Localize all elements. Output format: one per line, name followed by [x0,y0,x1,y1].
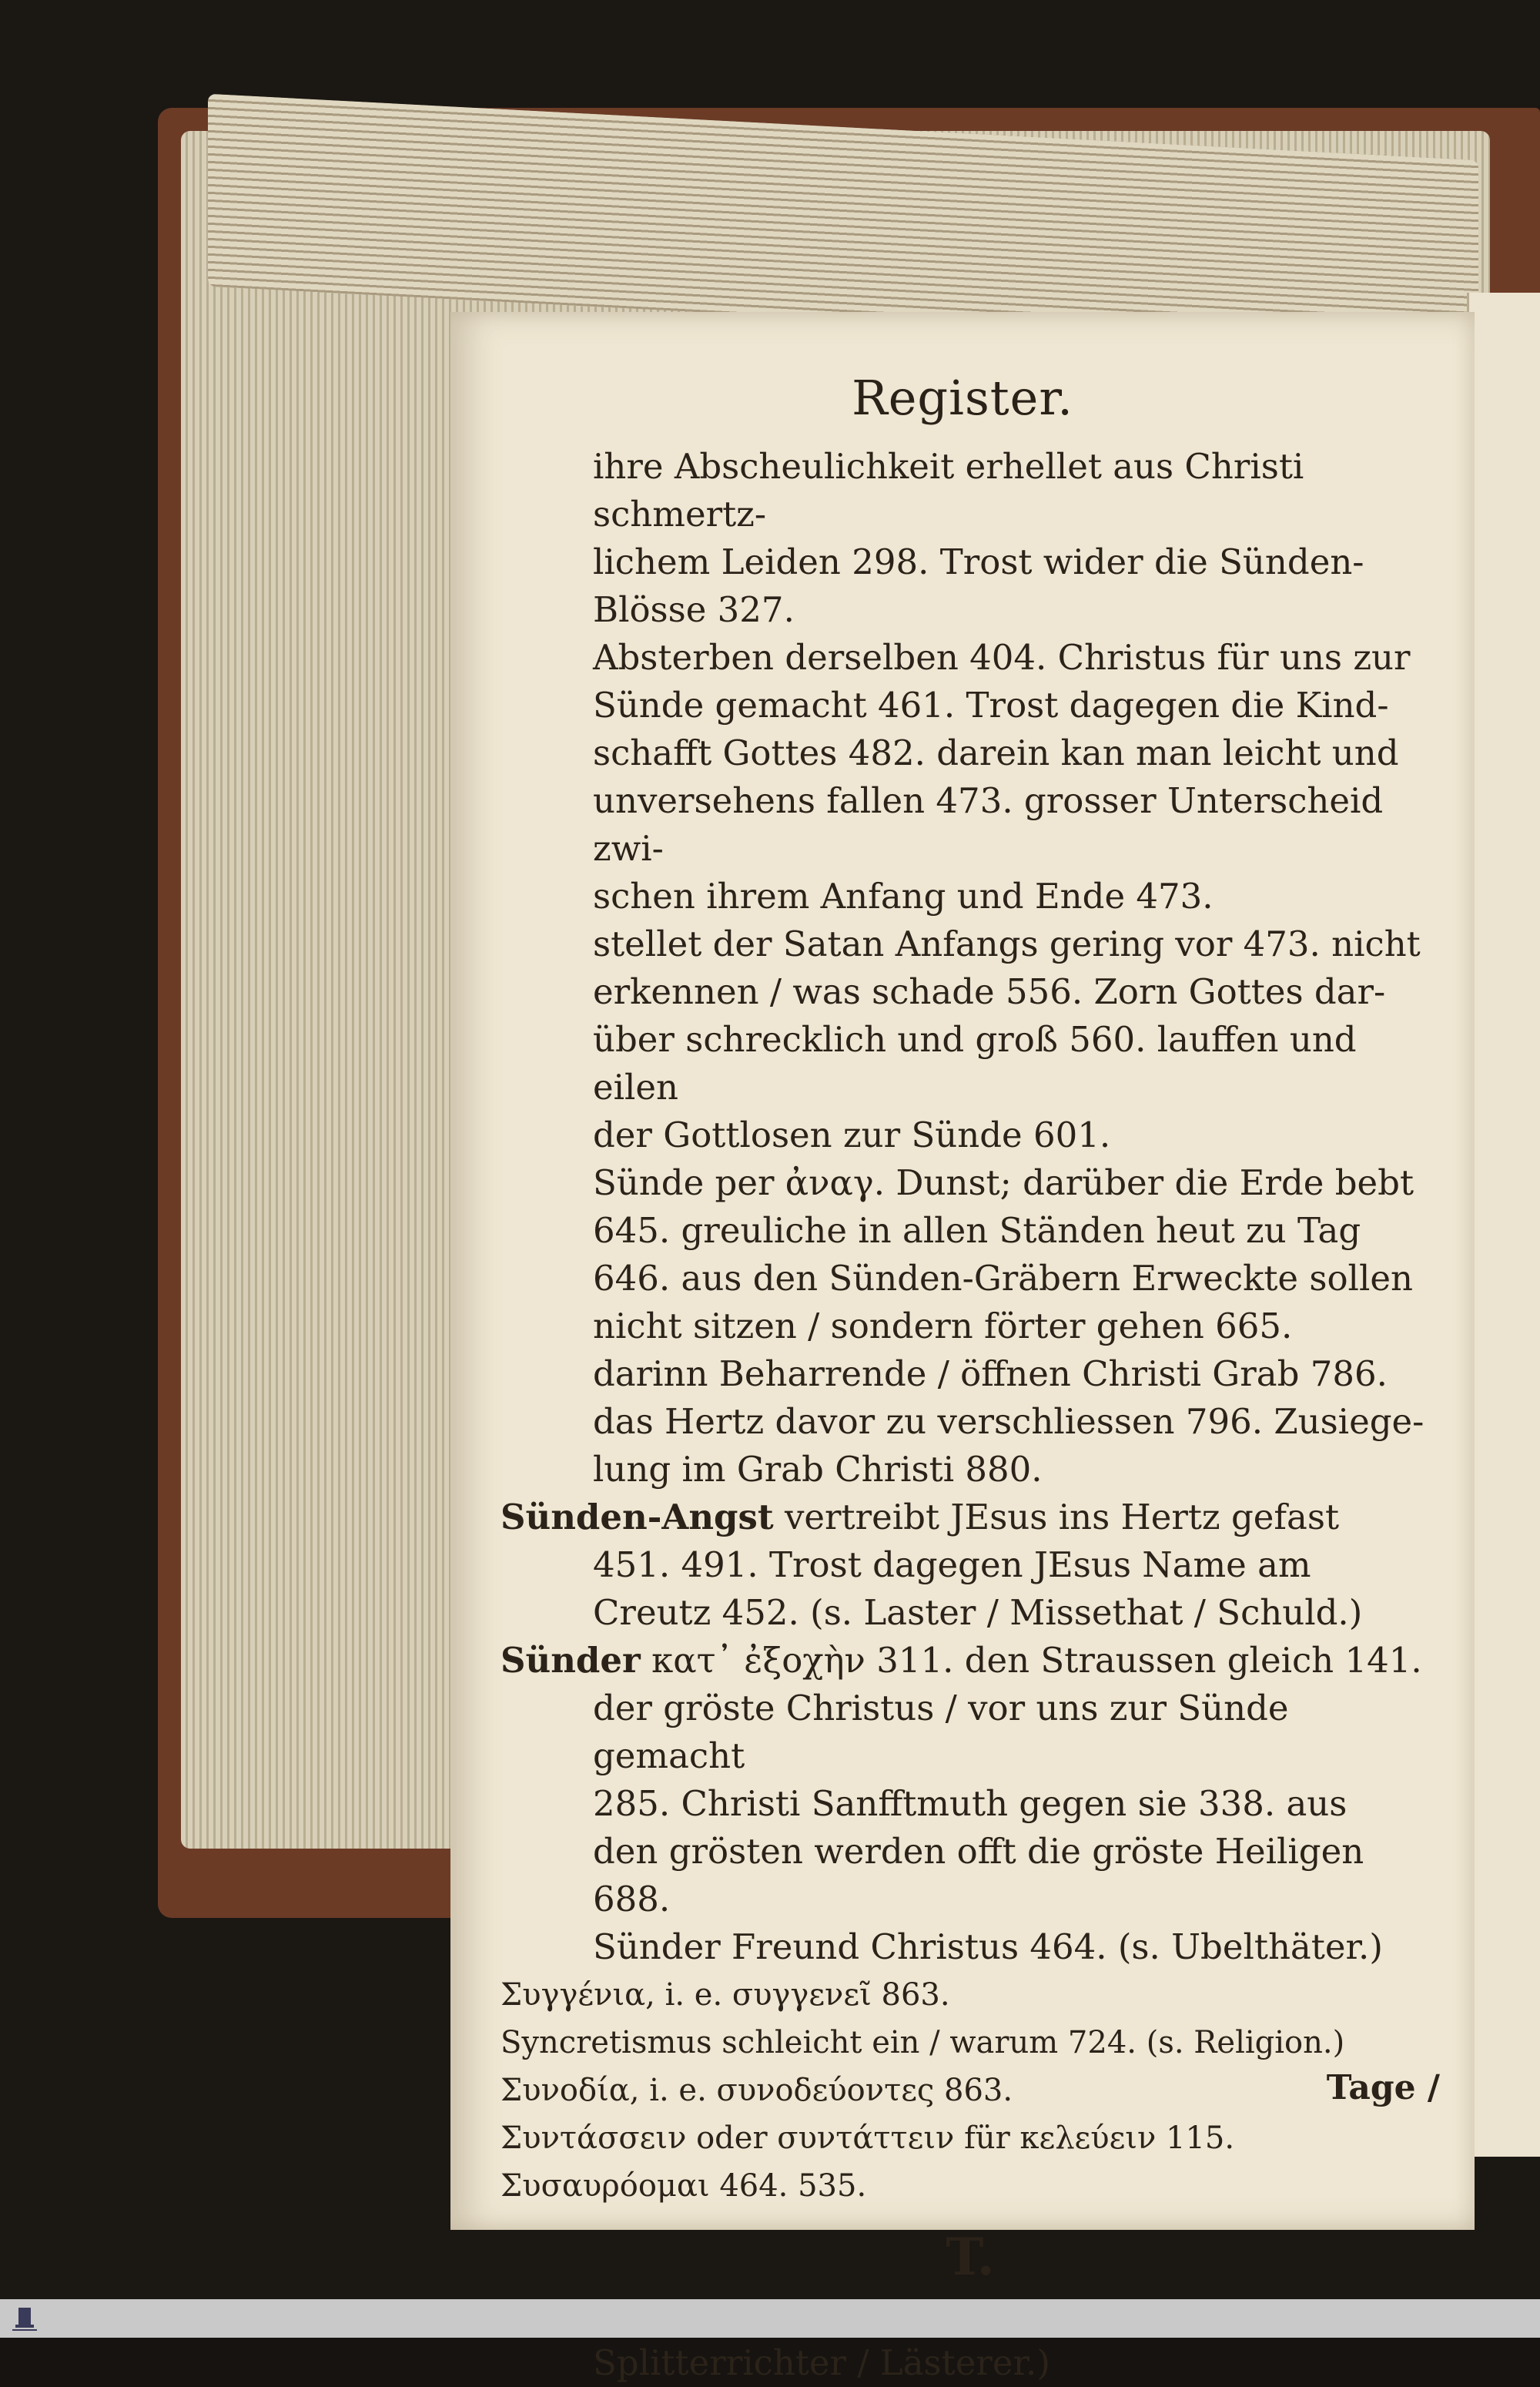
entry-line: Sünde gemacht 461. Trost dagegen die Kind- [593,685,1389,726]
entry-line: das Hertz davor zu verschliessen 796. Zusiege- [593,1401,1424,1442]
entry-suender [500,1637,1440,1971]
entry-line: 451. 491. Trost dagegen JEsus Name am [593,1544,1311,1585]
facing-page [1467,293,1540,2157]
entry-line: 645. greuliche in allen Ständen heut zu Tag [593,1210,1361,1251]
entry-line: Sünder Freund Christus 464. (s. Ubelthäter.) [593,1926,1383,1967]
entry-first-line [500,1637,1440,1685]
entry-line: Splitterrichter / Lästerer.) [593,2342,1050,2383]
entry-sub [593,1350,1440,1494]
headword: Sünder [500,1640,641,1681]
entry-line: Συγγένια, i. e. συγγενεῖ 863. [500,1977,950,2013]
entry-line: vertreibt JEsus ins Hertz gefast [784,1497,1340,1537]
entry-suenden-angst [500,1494,1440,1637]
entry-sub [593,634,1440,920]
entry-line: den grösten werden offt die gröste Heiligen 688. [593,1831,1364,1919]
section-letter: T. [946,2227,995,2287]
entry-line: Absterben derselben 404. Christus für uns zur [593,637,1411,678]
entry-line: 285. Christi Sanfftmuth gegen sie 338. aus [593,1783,1348,1824]
library-logo-icon [9,2305,40,2334]
entry-line: nicht sitzen / sondern förter gehen 665. [593,1306,1293,1346]
entry-line: der Gottlosen zur Sünde 601. [593,1115,1111,1155]
entry-line: unversehens fallen 473. grosser Unterscheid zwi- [593,780,1384,869]
entry-line: der gröste Christus / vor uns zur Sünde gemacht [593,1688,1289,1776]
entry-line: erkennen / was schade 556. Zorn Gottes dar- [593,971,1386,1012]
entry-line: Συντάσσειν oder συντάττειν für κελεύειν 115. [500,2120,1235,2156]
entry-line: Συσαυρόομαι 464. 535. [500,2168,867,2204]
entry-line: schen ihrem Anfang und Ende 473. [593,876,1214,917]
register-page [450,312,1475,2383]
entry-first-line [500,1494,1440,1541]
headword: Sünden-Angst [500,1497,774,1537]
entry-line: schafft Gottes 482. darein kan man leicht und [593,733,1399,773]
entry-continuation [593,443,1440,634]
entry-sub [593,1159,1440,1350]
entry-line: Blösse 327. [593,589,795,630]
viewer-footer-bar [0,2299,1540,2338]
entry-line: ihre Abscheulichkeit erhellet aus Christi schmertz- [593,446,1304,535]
greek-entries [500,1971,1440,2210]
entry-line: darinn Beharrende / öffnen Christi Grab 786. [593,1353,1388,1394]
entry-line: Syncretismus schleicht ein / warum 724. (s. Religion.) [500,2025,1345,2060]
entry-line: 646. aus den Sünden-Gräbern Erweckte sollen [593,1258,1413,1299]
entry-line: Creutz 452. (s. Laster / Missethat / Schuld.) [593,1592,1363,1633]
entry-line: Συνοδία, i. e. συνοδεύοντες 863. [500,2073,1013,2108]
entry-line: über schrecklich und groß 560. lauffen und eilen [593,1019,1357,1108]
register-entries [500,443,1440,2387]
entry-sub [593,920,1440,1159]
entry-line: stellet der Satan Anfangs gering vor 473. nicht [593,924,1421,964]
catchword: Tage / [1326,2068,1440,2107]
entry-line: Sünde per ἀναγ. Dunst; darüber die Erde bebt [593,1162,1414,1203]
entry-line: lichem Leiden 298. Trost wider die Sünden- [593,541,1364,582]
running-title: Register. [852,370,1073,426]
entry-line: lung im Grab Christi 880. [593,1449,1043,1490]
entry-line: κατ᾽ ἐξοχὴν 311. den Straussen gleich 141. [651,1640,1422,1681]
